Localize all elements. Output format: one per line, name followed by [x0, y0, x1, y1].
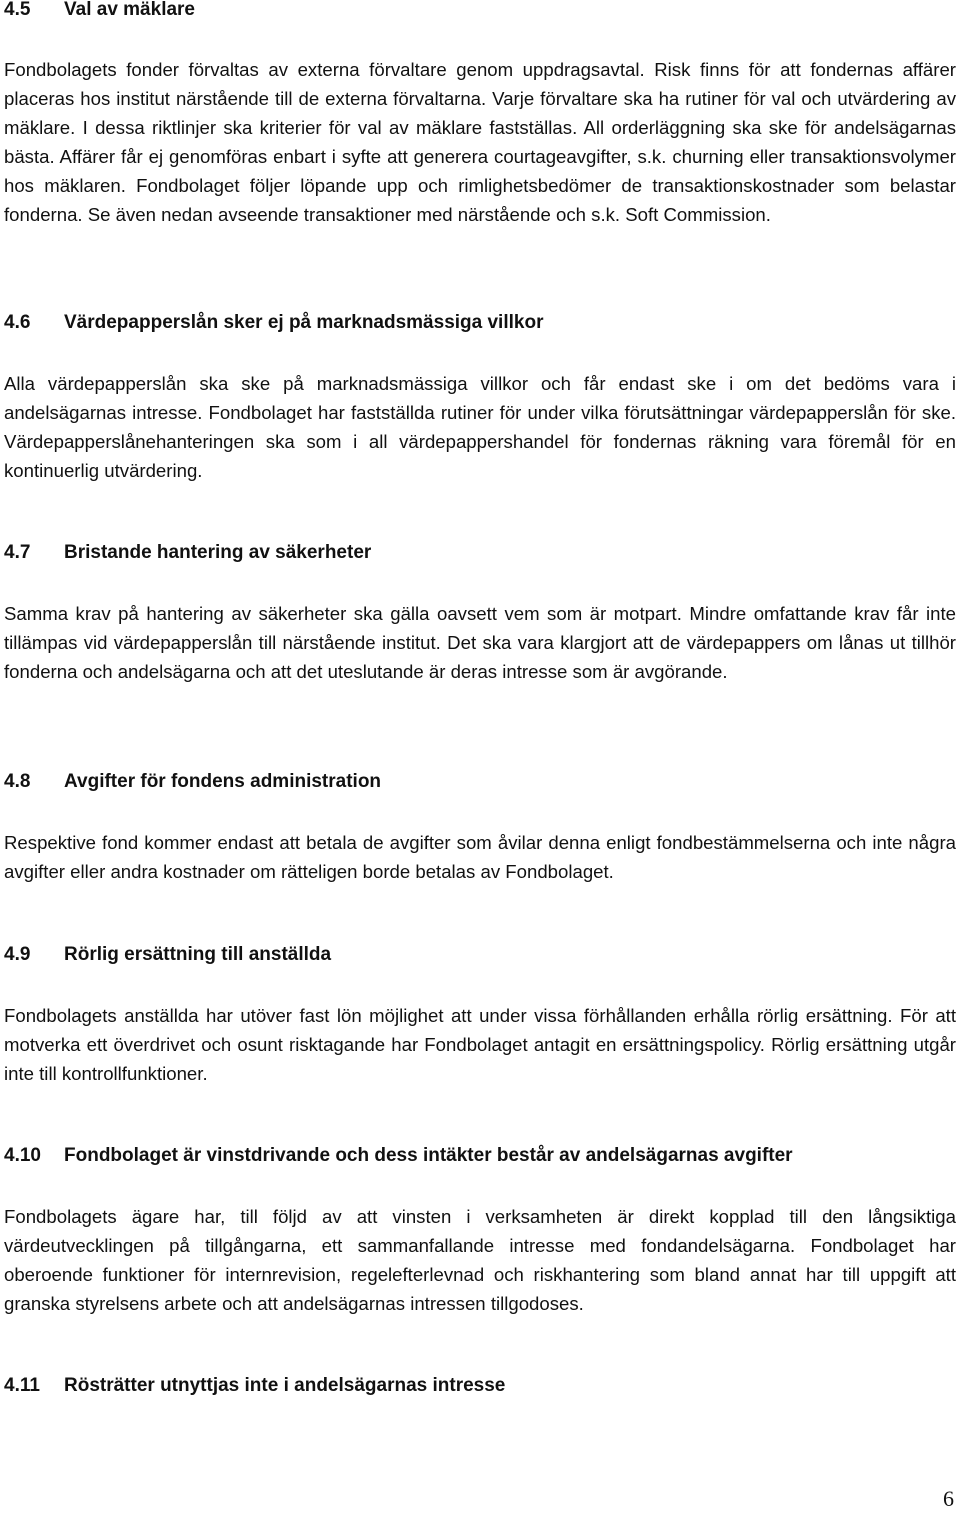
section-paragraph: Fondbolagets ägare har, till följd av att vinsten i verksamheten är direkt kopplad till den långsiktiga värdeutvecklingen på tillgångarna, ett sammanfallande intresse med fondandelsägarna. Fondbolaget har oberoende funktioner för internrevision, regelefterlevnad och riskhantering som bland annat har till uppgift att granska styrelsens arbete och att andelsägarnas intressen tillgodoses. — [4, 1206, 956, 1314]
section-title: Rörlig ersättning till anställda — [64, 944, 332, 965]
section-paragraph: Samma krav på hantering av säkerheter ska gälla oavsett vem som är motpart. Mindre omfattande krav får inte tillämpas vid värdepapperslån till närstående institut. Det ska vara klargjort att de värdepappers om lånas ut tillhör fonderna och andelsägarna och att det uteslutande är deras intresse som är avgörande. — [4, 603, 956, 682]
section-paragraph: Fondbolagets anställda har utöver fast lön möjlighet att under vissa förhållanden erhålla rörlig ersättning. För att motverka ett överdrivet och osunt risktagande har Fondbolaget antagit en ersättningspolicy. Rörlig ersättning utgår inte till kontrollfunktioner. — [4, 1005, 956, 1084]
section-4-9 — [4, 942, 956, 1088]
section-title: Bristande hantering av säkerheter — [64, 542, 372, 563]
section-number: 4.10 — [4, 1145, 41, 1166]
section-4-8 — [4, 769, 956, 886]
section-title: Värdepapperslån sker ej på marknadsmässiga villkor — [64, 312, 544, 333]
section-heading — [4, 769, 956, 795]
section-heading — [4, 0, 956, 23]
page-number: 6 — [943, 1486, 954, 1511]
section-title: Rösträtter utnyttjas inte i andelsägarnas intresse — [64, 1375, 506, 1396]
section-paragraph: Alla värdepapperslån ska ske på marknadsmässiga villkor och får endast ske i om det bedöms vara i andelsägarnas intresse. Fondbolaget har fastställda rutiner för under vilka förutsättningar värdepapperslån för ske. Värdepapperslånehanteringen ska som i all värdepappershandel för fondernas räkning vara föremål för en kontinuerlig utvärdering. — [4, 373, 956, 481]
section-number: 4.11 — [4, 1375, 40, 1396]
section-paragraph: Respektive fond kommer endast att betala de avgifter som åvilar denna enligt fondbestämmelserna och inte några avgifter eller andra kostnader om rätteligen borde betalas av Fondbolaget. — [4, 832, 956, 882]
section-heading — [4, 1143, 956, 1169]
section-number: 4.7 — [4, 542, 31, 563]
section-4-11 — [4, 1373, 956, 1399]
section-heading — [4, 942, 956, 968]
section-number: 4.8 — [4, 771, 31, 792]
section-4-7 — [4, 540, 956, 686]
section-4-10 — [4, 1143, 956, 1318]
section-title: Fondbolaget är vinstdrivande och dess intäkter består av andelsägarnas avgifter — [64, 1145, 793, 1166]
section-number: 4.9 — [4, 944, 31, 965]
section-heading — [4, 540, 956, 566]
section-heading — [4, 1373, 956, 1399]
section-paragraph: Fondbolagets fonder förvaltas av externa förvaltare genom uppdragsavtal. Risk finns för att fondernas affärer placeras hos institut närstående till de externa förvaltarna. Varje förvaltare ska ha rutiner för val och utvärdering av mäklare. I dessa riktlinjer ska kriterier för val av mäklare fastställas. All orderläggning ska ske för andelsägarnas bästa. Affärer får ej genomföras enbart i syfte att generera courtageavgifter, s.k. churning eller transaktionsvolymer hos mäklaren. Fondbolaget följer löpande upp och rimlighetsbedömer de transaktionskostnader som belastar fonderna. Se även nedan avseende transaktioner med närstående och s.k. Soft Commission. — [4, 59, 956, 225]
section-title: Avgifter för fondens administration — [64, 771, 382, 792]
section-number: 4.6 — [4, 312, 31, 333]
section-heading — [4, 310, 956, 336]
section-4-5 — [4, 0, 956, 229]
section-title: Val av mäklare — [64, 0, 195, 20]
section-4-6 — [4, 310, 956, 485]
section-number: 4.5 — [4, 0, 31, 20]
